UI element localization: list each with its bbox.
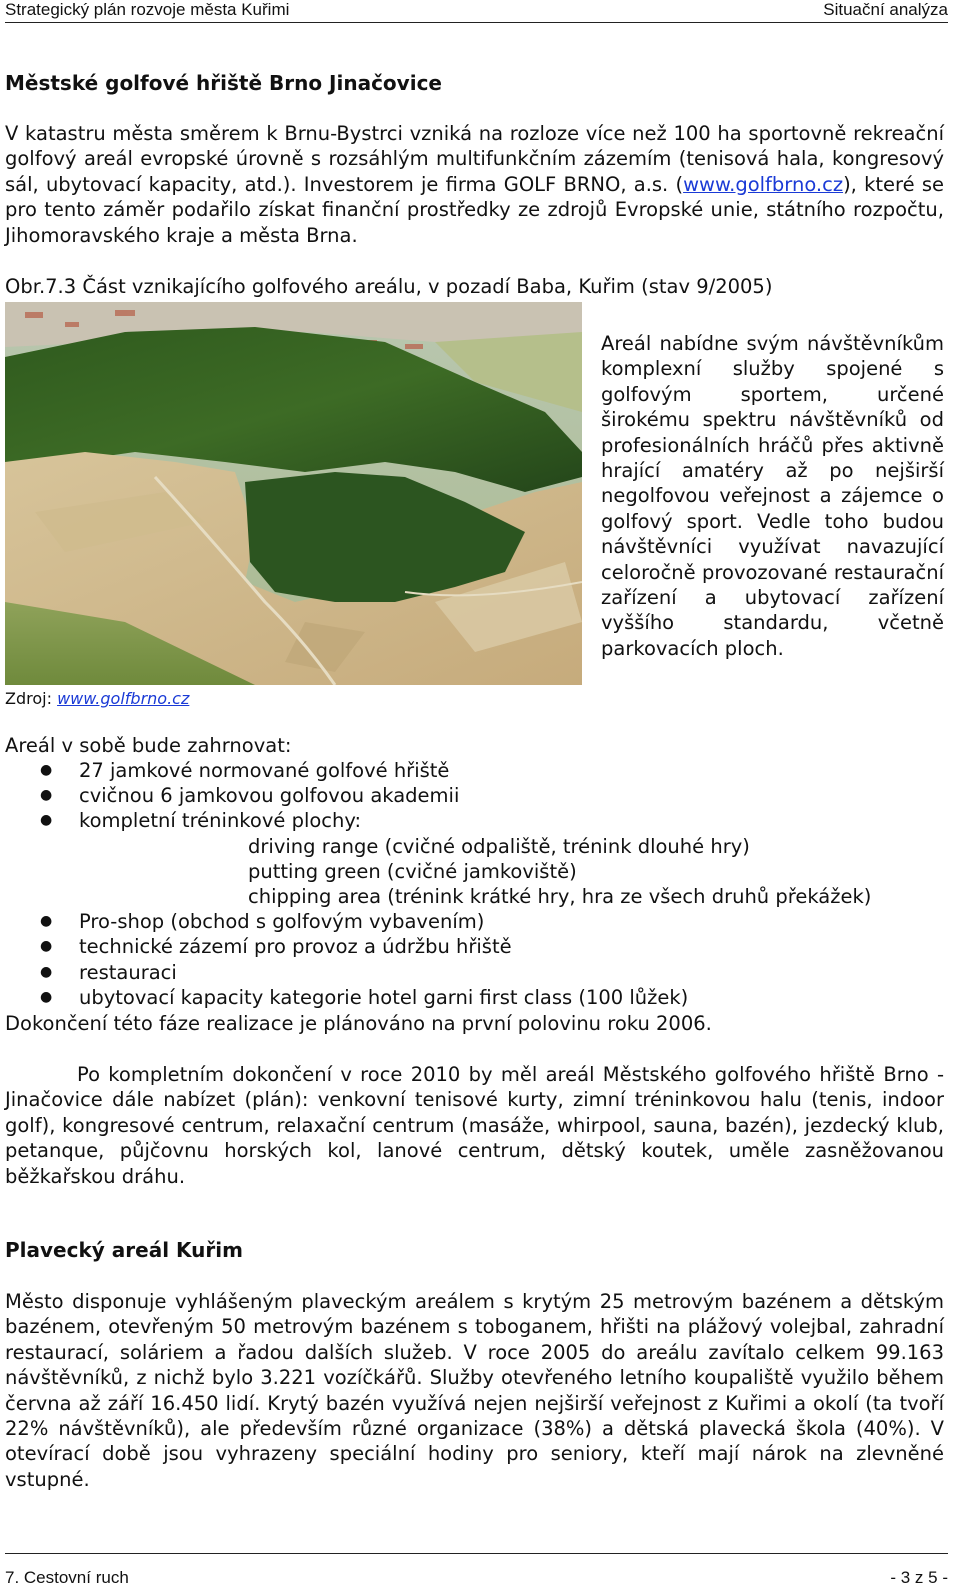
source-label: Zdroj: — [5, 689, 58, 708]
golf-services-text: Areál nabídne svým návštěvníkům komplexní služby spojené s golfovým sportem, určené širokému spektru návštěvníků od profesionálních hráčů přes aktivně hrající amatéry až po nejširší negolfovou veřejnost a zájemce o golfový sport. Vedle toho budou návštěvníci využívat navazující celoročně provozované restaurační zařízení a ubytovací zařízení vyššího standardu, včetně parkovacích ploch. — [601, 332, 944, 660]
list-item-text: cvičnou 6 jamkovou golfovou akademii — [79, 784, 460, 808]
golf-plan-paragraph — [5, 1062, 944, 1189]
golf-intro-text-a: V katastru města směrem k Brnu-Bystrci vzniká na rozloze více než 100 ha sportovně rekreační golfový areál evropské úrovně s rozsáhlým multifunkčním zázemím (tenisová hala, kongresový sál, ubytovací kapacity, atd.). Investorem je firma GOLF BRNO, a.s. ( — [5, 122, 944, 196]
bullet-icon: ● — [40, 963, 53, 980]
header-section-title: Situační analýza — [823, 0, 948, 19]
sub-list-item-text: putting green (cvičné jamkoviště) — [248, 859, 577, 883]
sub-list-item-text: chipping area (trénink krátké hry, hra ze všech druhů překážek) — [248, 884, 872, 908]
swimming-paragraph: Město disponuje vyhlášeným plaveckým areálem s krytým 25 metrovým bazénem a dětským bazénem, otevřeným 50 metrovým bazénem s toboganem, hřišti na plážový volejbal, zahradní restaurací, soláriem a řadou dalších služeb. V roce 2005 do areálu zavítalo celkem 99.163 návštěvníků, z nichž bylo 3.221 vozíčkářů. Služby otevřeného letního koupaliště využilo během června až září 16.450 lidí. Krytý bazén využívá nejen nejširší veřejnost z Kuřimi a okolí (ta tvoří 22% návštěvníků), ale především různé organizace (38%) a dětská plavecká škola (40%). V otevírací době jsou vyhrazeny speciální hodiny pro seniory, kteří mají nárok na zlevněné vstupné. — [5, 1290, 944, 1491]
list-intro: Areál v sobě bude zahrnovat: — [5, 734, 292, 757]
list-item-text: kompletní tréninkové plochy: — [79, 809, 362, 833]
list-item — [0, 758, 940, 783]
golf-intro-text-b: ), které se pro tento záměr podařilo získat finanční prostředky ze zdrojů Evropské unie, státního rozpočtu, Jihomoravského kraje a města Brna. — [5, 172, 944, 247]
list-item-text: 27 jamkové normované golfové hřiště — [79, 759, 450, 782]
list-item-text: technické zázemí pro provoz a údržbu hřiště — [79, 935, 512, 959]
figure-caption: Obr.7.3 Část vznikajícího golfového areálu, v pozadí Baba, Kuřim (stav 9/2005) — [5, 275, 773, 298]
source-link[interactable]: www.golfbrno.cz — [57, 689, 190, 708]
list-item — [0, 909, 940, 934]
sub-list-item — [0, 859, 940, 884]
bullet-icon: ● — [40, 913, 53, 930]
list-item — [0, 985, 940, 1010]
bullet-icon: ● — [40, 812, 53, 829]
golf-aerial-photo — [5, 302, 582, 685]
list-item-text: ubytovací kapacity kategorie hotel garni first class (100 lůžek) — [79, 985, 689, 1009]
list-item-text: restauraci — [79, 960, 177, 984]
page-footer — [5, 1553, 948, 1587]
bullet-icon: ● — [40, 762, 53, 778]
golf-intro-paragraph — [5, 121, 944, 248]
list-item — [0, 960, 940, 985]
list-item — [0, 783, 940, 808]
bullet-icon: ● — [40, 988, 53, 1005]
sub-list-item-text: driving range (cvičné odpaliště, trénink dlouhé hry) — [248, 834, 750, 858]
golf-plan-text: Po kompletním dokončení v roce 2010 by měl areál Městského golfového hřiště Brno - Jinačovice dále nabízet (plán): venkovní tenisové kurty, zimní tréninkovou halu (tenis, indoor golf), kongresové centrum, relaxační centrum (masáže, whirpool, sauna, bazén), jezdecký klub, petanque, půjčovnu horských kol, lanové centrum, dětský koutek, uměle zasněžovanou běžkařskou dráhu. — [5, 1063, 944, 1188]
page-header — [5, 0, 948, 23]
footer-chapter: 7. Cestovní ruch — [5, 1568, 129, 1587]
completion-note: Dokončení této fáze realizace je plánováno na první polovinu roku 2006. — [5, 1012, 712, 1035]
list-item — [0, 934, 940, 959]
bullet-icon: ● — [40, 787, 53, 804]
sub-list-item — [0, 834, 940, 859]
sub-list-item — [0, 884, 940, 909]
golfbrno-link[interactable]: www.golfbrno.cz — [683, 172, 844, 196]
bullet-icon: ● — [40, 938, 53, 955]
list-item — [0, 808, 940, 833]
list-item-text: Pro-shop (obchod s golfovým vybavením) — [79, 910, 485, 934]
header-document-title: Strategický plán rozvoje města Kuřimi — [5, 0, 290, 19]
golf-heading: Městské golfové hřiště Brno Jinačovice — [5, 71, 442, 95]
figure-source — [5, 689, 189, 708]
golf-facilities-list — [0, 758, 940, 1010]
footer-page-number: - 3 z 5 - — [890, 1568, 948, 1587]
swimming-heading: Plavecký areál Kuřim — [5, 1238, 243, 1262]
